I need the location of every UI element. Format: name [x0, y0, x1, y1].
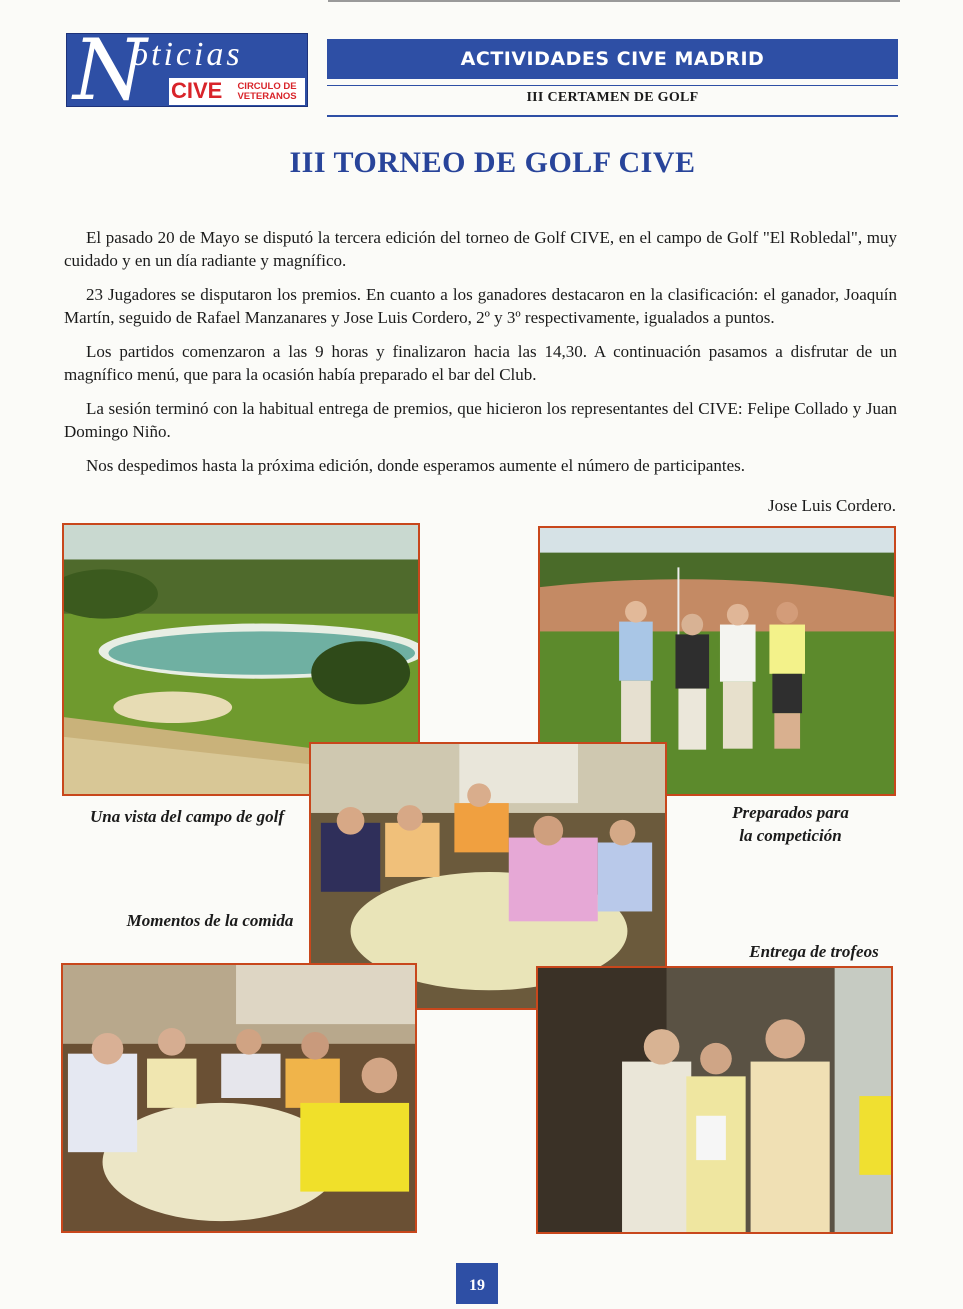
trophies-illustration: [538, 968, 891, 1232]
lunch-table-illustration: [63, 965, 415, 1231]
paragraph: Nos despedimos hasta la próxima edición, donde esperamos aumente el número de participantes.: [86, 456, 746, 475]
logo-word: oticias: [131, 36, 243, 73]
caption-lunch: Momentos de la comida: [126, 911, 294, 930]
paragraph: 23 Jugadores se disputaron los premios. En cuanto a los ganadores destacaron en la clasificación: el ganador, Joaquín Martín, seguido de Rafael Manzanares y Jose Luis Cordero, 2º y 3º respectivamente, igualados a puntos.: [64, 285, 897, 327]
logo-tagline: [231, 82, 303, 102]
top-rule: [328, 0, 900, 2]
subsection-title: III CERTAMEN DE GOLF: [526, 90, 699, 105]
paragraph: La sesión terminó con la habitual entrega de premios, que hicieron los representantes del CIVE: Felipe Collado y Juan Domingo Niño.: [64, 399, 897, 441]
caption-players: [678, 801, 903, 847]
logo-initial: N: [73, 21, 147, 119]
caption-course: Una vista del campo de golf: [89, 807, 285, 826]
article-title: III TORNEO DE GOLF CIVE: [289, 146, 696, 179]
paragraph: Los partidos comenzaron a las 9 horas y finalizaron hacia las 14,30. A continuación pasamos a disfrutar de un magnífico menú, que para la ocasión había preparado el bar del Club.: [64, 342, 897, 384]
article-author: Jose Luis Cordero.: [768, 496, 896, 515]
caption-players-line-1: Preparados para: [732, 803, 849, 822]
logo-tagline-line-2: VETERANOS: [237, 91, 297, 102]
noticias-cive-logo: [66, 21, 308, 119]
article-body: [64, 226, 897, 488]
header-rule-bottom: [327, 115, 898, 117]
caption-players-line-2: la competición: [739, 826, 842, 845]
section-header: ACTIVIDADES CIVE MADRID: [327, 39, 898, 79]
page-number: 19: [456, 1263, 498, 1304]
logo-tagline-line-1: CIRCULO DE: [237, 81, 297, 92]
header-rule-top: [327, 85, 898, 86]
paragraph: El pasado 20 de Mayo se disputó la tercera edición del torneo de Golf CIVE, en el campo de Golf "El Robledal", muy cuidado y en un día radiante y magnífico.: [64, 228, 897, 270]
caption-trophies: Entrega de trofeos: [749, 942, 879, 961]
photo-trophies: [536, 966, 893, 1234]
logo-brand: CIVE: [171, 78, 223, 103]
photo-lunch-table: [61, 963, 417, 1233]
